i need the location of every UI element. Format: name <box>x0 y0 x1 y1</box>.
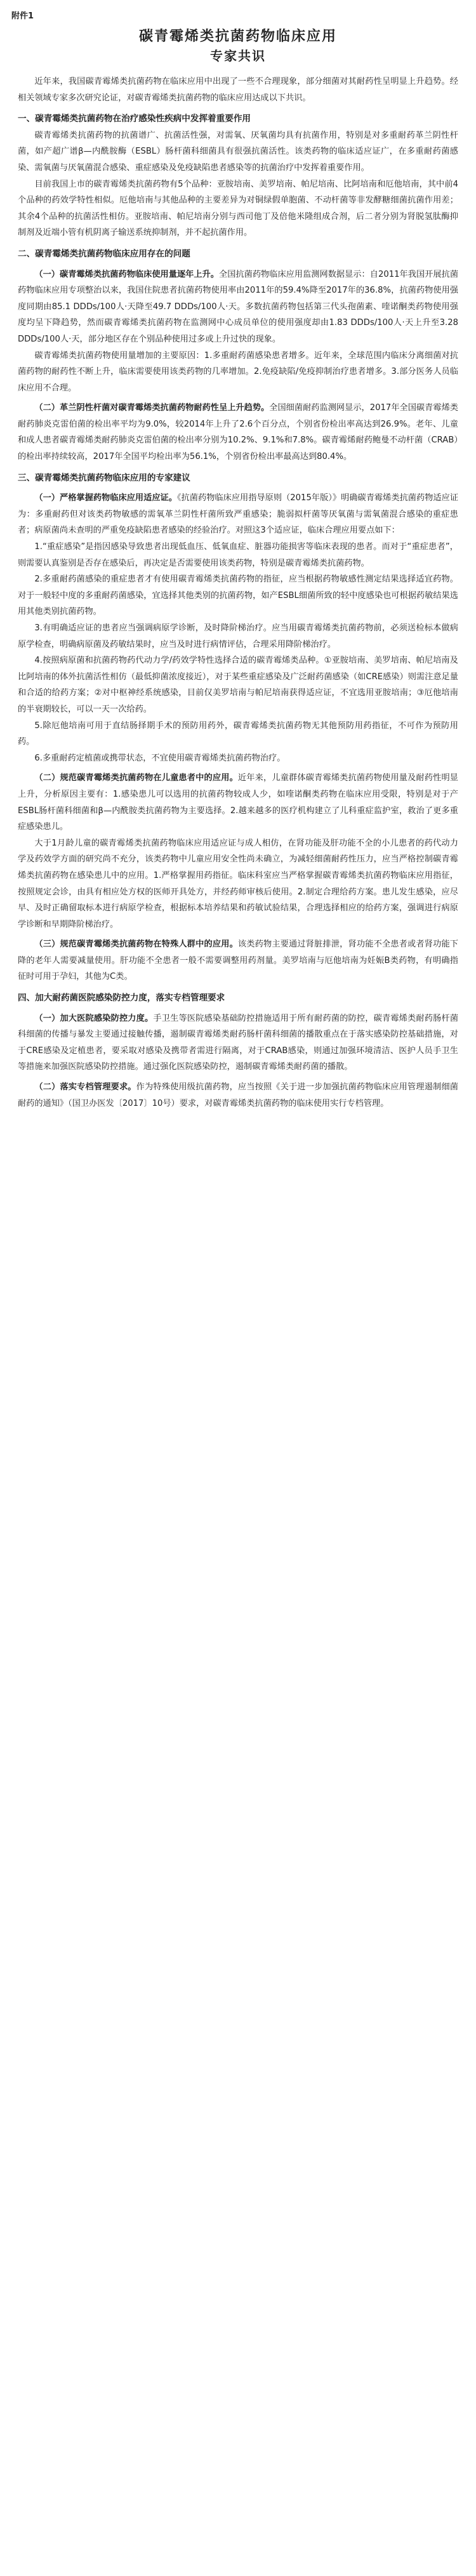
paragraph: 碳青霉烯类抗菌药物使用量增加的主要原因：1.多重耐药菌感染患者增多。近年来，全球范围内临床分离细菌对抗菌药物的耐药性不断上升，临床需要使用该类药物的几率增加。2.免疫缺陷/免疫抑制治疗患者增多。3.部分医务人员临床应用不合理。 <box>18 350 458 393</box>
subsection-text: 近年来，儿童群体碳青霉烯类抗菌药物使用量及耐药性明显上升，分析原因主要有：1.感染患儿可以选用的抗菌药物较成人少，如喹诺酮类药物在临床应用受限，特别是对于产ESBL肠杆菌科细菌和β—内酰胺类抗菌药物为主要选择。2.越来越多的医疗机构建立了儿科重症监护室，救治了更多重症感染患儿。 <box>18 773 458 832</box>
document-subtitle: 专家共识 <box>210 48 266 63</box>
paragraph: 6.多重耐药定植菌或携带状态，不宜使用碳青霉烯类抗菌药物治疗。 <box>34 753 286 763</box>
subsection-paragraph <box>18 490 458 539</box>
paragraph: 2.多重耐药菌感染的重症患者才有使用碳青霉烯类抗菌药物的指征，应当根据药物敏感性测定结果选择适宜药物。对于一般轻中度的多重耐药菌感染，宜选择其他类别的抗菌药物，如产ESBL细菌所致的轻中度感染也可根据药敏结果选用其他类别抗菌药物。 <box>18 574 458 617</box>
paragraph: 大于1月龄儿童的碳青霉烯类抗菌药物临床应用适应证与成人相仿，在肾功能及肝功能不全的小儿患者的药代动力学及药效学方面的研究尚不充分，该类药物中儿童应用安全性尚未确立，为减轻细菌耐药性压力，应当严格控制碳青霉烯类抗菌药物在感染患儿中的应用。1.严格掌握用药指征。临床科室应当严格掌握碳青霉烯类抗菌药物临床应用指征，按照规定会诊，由具有相应处方权的医师开具处方，并经药师审核后使用。2.制定合理给药方案。患儿发生感染，应尽早、及时正确留取标本进行病原学检查，根据标本培养结果和药敏试验结果，合理选择相应的给药方案，强调进行病原学诊断和早期降阶梯治疗。 <box>18 838 458 929</box>
subsection-paragraph <box>18 400 458 465</box>
paragraph: 目前我国上市的碳青霉烯类抗菌药物有5个品种：亚胺培南、美罗培南、帕尼培南、比阿培南和厄他培南，其中前4个品种的药效学特性相似。厄他培南与其他品种的主要差异为对铜绿假单胞菌、不动杆菌等非发酵糖细菌抗菌作用差；其余4个品种的抗菌活性相仿。亚胺培南、帕尼培南分别与西司他丁及倍他米隆组成合剂，后二者分别为肾脱氢肽酶抑制剂及近端小管有机阴离子输送系统抑制剂，并不起抗菌作用。 <box>18 179 458 238</box>
paragraph: 碳青霉烯类抗菌药物的抗菌谱广、抗菌活性强，对需氧、厌氧菌均具有抗菌作用，特别是对多重耐药革兰阴性杆菌，如产超广谱β—内酰胺酶（ESBL）肠杆菌科细菌具有很强抗菌活性。该类药物的临床适应证广，在多重耐药菌感染、需氧菌与厌氧菌混合感染、重症感染及免疫缺陷患者感染等的抗菌治疗中发挥着重要作用。 <box>18 130 458 173</box>
subsection-lead: （三）规范碳青霉烯类抗菌药物在特殊人群中的应用。 <box>34 939 238 950</box>
subsection-text: 全国细菌耐药监测网显示，2017年全国碳青霉烯类耐药肺炎克雷伯菌的检出率平均为9.0%，较2014年上升了2.6个百分点，个别省份检出率高达到26.9%。老年、儿童和成人患者碳青霉烯类耐药肺炎克雷伯菌的检出率分别为10.2%、9.1%和7.8%。碳青霉烯耐药鲍曼不动杆菌（CRAB）的检出率持续较高，2017年全国平均检出率为56.1%，个别省份检出率最高达到80.4%。 <box>18 403 458 462</box>
subsection-lead: （一）碳青霉烯类抗菌药物临床使用量逐年上升。 <box>34 269 219 279</box>
subsection-paragraph <box>18 936 458 985</box>
subsection-paragraph <box>18 267 458 348</box>
subsection-lead: （一）严格掌握药物临床应用适应证。 <box>34 493 177 503</box>
subsection-text: 手卫生等医院感染基础防控措施适用于所有耐药菌的防控，碳青霉烯类耐药肠杆菌科细菌的传播与暴发主要通过接触传播，遏制碳青霉烯类耐药肠杆菌科细菌的播散重点在于落实感染防控基础措施，对于CRE感染及定植患者，要采取对感染及携带者需进行隔离，对于CRAB感染，则通过加强环境清洁、医护人员手卫生等措施来加强医院感染防控措施。通过强化医院感染防控，遏制碳青霉烯类耐药菌的播散。 <box>18 1013 459 1072</box>
subsection-lead: （二）落实专档管理要求。 <box>34 1082 136 1092</box>
annex-label: 附件1 <box>11 11 34 21</box>
section-heading: 二、碳青霉烯类抗菌药物临床应用存在的问题 <box>18 248 190 259</box>
subsection-lead: （一）加大医院感染防控力度。 <box>34 1013 154 1023</box>
subsection-text: 《抗菌药物临床应用指导原则（2015年版）》明确碳青霉烯类抗菌药物适应证为：多重耐药但对该类药物敏感的需氧革兰阴性杆菌所致严重感染；脆弱拟杆菌等厌氧菌与需氧菌混合感染的重症患者；病原菌尚未查明的严重免疫缺陷患者感染的经验治疗。对照这3个适应证，临床合理应用要点如下： <box>18 493 459 536</box>
subsection-paragraph <box>18 770 458 835</box>
paragraph: 3.有明确适应证的患者应当强调病原学诊断，及时降阶梯治疗。应当用碳青霉烯类抗菌药物前，必须送检标本做病原学检查，明确病原菌及药敏结果时，应当及时进行病情评估，合理采用降阶梯治疗。 <box>18 623 458 649</box>
paragraph: 近年来，我国碳青霉烯类抗菌药物在临床应用中出现了一些不合理现象，部分细菌对其耐药性呈明显上升趋势。经相关领域专家多次研究论证，对碳青霉烯类抗菌药物的临床应用达成以下共识。 <box>18 77 458 103</box>
subsection-text: 作为特殊使用级抗菌药物，应当按照《关于进一步加强抗菌药物临床应用管理遏制细菌耐药的通知》（国卫办医发〔2017〕10号）要求，对碳青霉烯类抗菌药物的临床使用实行专档管理。 <box>18 1082 458 1108</box>
subsection-paragraph <box>18 1079 458 1112</box>
document-body <box>18 74 458 1112</box>
section-heading: 一、碳青霉烯类抗菌药物在治疗感染性疾病中发挥着重要作用 <box>18 114 251 124</box>
subsection-lead: （二）规范碳青霉烯类抗菌药物在儿童患者中的应用。 <box>34 773 238 783</box>
subsection-text: 全国抗菌药物临床应用监测网数据显示：自2011年我国开展抗菌药物临床应用专项整治以来，我国住院患者抗菌药物使用率由2011年的59.4%降至2017年的36.8%，抗菌药物使用强度同期由85.1 DDDs/100人·天降至49.7 DDDs/100人·天。多数抗菌药物包括第三代头孢菌素、喹诺酮类药物使用强度均呈下降趋势，然而碳青霉烯类抗菌药物在监测网中心成员单位的使用强度却由1.83 DDDs/100人·天上升至3.28 DDDs/100人·天，部分地区存在个别品种使用过多或上升过快的现象。 <box>18 269 459 344</box>
paragraph: 4.按照病原菌和抗菌药物药代动力学/药效学特性选择合适的碳青霉烯类品种。①亚胺培南、美罗培南、帕尼培南及比阿培南的体外抗菌活性相仿（最低抑菌浓度接近），对于某些重症感染及广泛耐药菌感染（如CRE感染）则需注意足量和合适的给药方案；②对中枢神经系统感染，目前仅美罗培南与帕尼培南获得适应证，不宜选用亚胺培南；③厄他培南的半衰期较长，可以一天一次给药。 <box>18 656 458 714</box>
subsection-lead: （二）革兰阴性杆菌对碳青霉烯类抗菌药物耐药性呈上升趋势。 <box>34 403 270 413</box>
subsection-paragraph <box>18 1011 458 1075</box>
section-heading: 四、加大耐药菌医院感染防控力度，落实专档管理要求 <box>18 993 225 1004</box>
document-title: 碳青霉烯类抗菌药物临床应用 <box>138 29 337 44</box>
paragraph: 1.“重症感染”是指因感染导致患者出现低血压、低氧血症、脏器功能损害等临床表现的患者。而对于“重症患者”，则需要认真鉴别是否存在感染后，再决定是否需要使用该类药物，特别是碳青霉烯类抗菌药物。 <box>18 542 458 568</box>
paragraph: 5.除厄他培南可用于直结肠择期手术的预防用药外，碳青霉烯类抗菌药物无其他预防用药指征，不可作为预防用药。 <box>18 720 458 747</box>
section-heading: 三、碳青霉烯类抗菌药物临床应用的专家建议 <box>18 472 190 483</box>
subsection-text: 该类药物主要通过肾脏排泄，肾功能不全患者或者肾功能下降的老年人需要减量使用。肝功能不全患者一般不需要调整用药剂量。美罗培南与厄他培南为妊娠B类药物，有明确指征时可用于孕妇，其他为C类。 <box>18 939 458 982</box>
